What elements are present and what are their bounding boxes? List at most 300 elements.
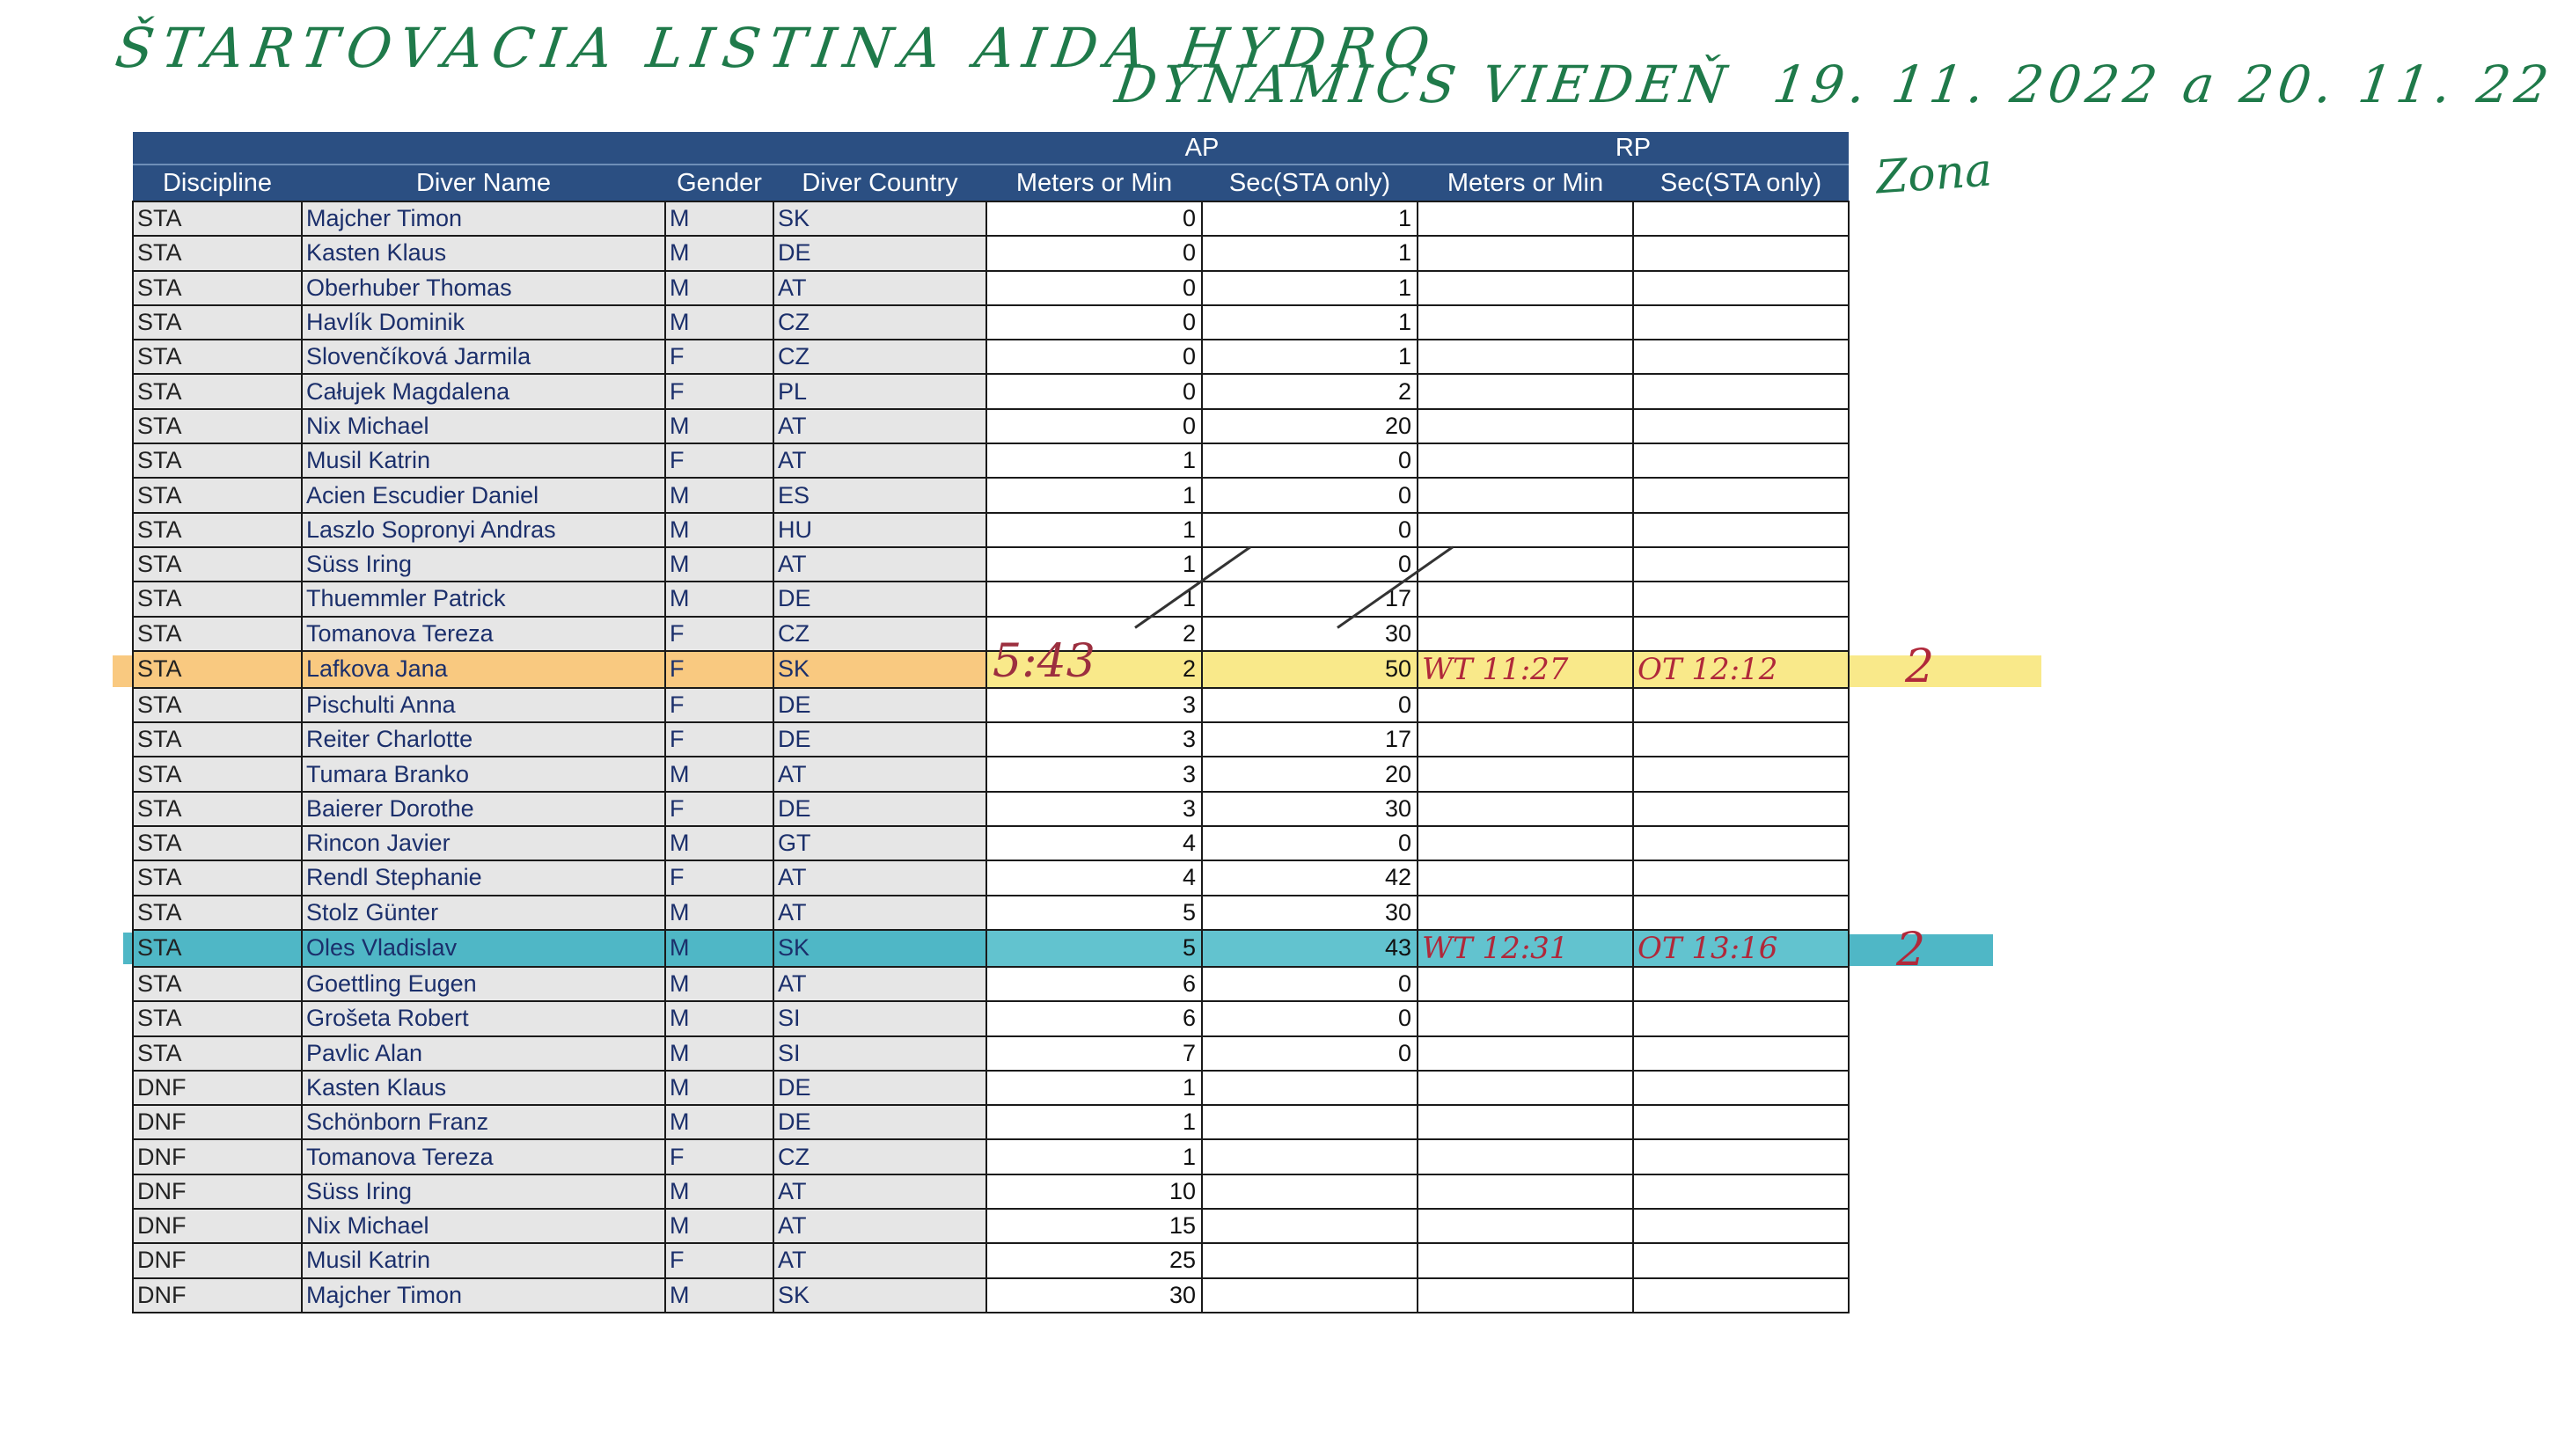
cell-gender: M xyxy=(665,513,773,547)
cell-diver-name: Süss Iring xyxy=(302,547,665,582)
cell-rp-sec xyxy=(1633,236,1849,270)
table-row xyxy=(133,513,1849,547)
cell-ap-sec: 1 xyxy=(1202,236,1418,270)
handwritten-time-note: 5:43 xyxy=(993,635,1095,688)
table-row xyxy=(133,478,1849,512)
cell-country: ES xyxy=(773,478,986,512)
cell-rp-sec xyxy=(1633,271,1849,305)
table-row xyxy=(133,582,1849,616)
cell-gender: M xyxy=(665,201,773,236)
cell-ap-meters: 1 xyxy=(986,547,1202,582)
cell-rp-meters xyxy=(1418,792,1633,826)
cell-ap-sec: 43 xyxy=(1202,930,1418,967)
cell-ap-meters: 5 xyxy=(986,896,1202,930)
cell-ap-meters: 3 xyxy=(986,722,1202,757)
cell-ap-meters: 1 xyxy=(986,443,1202,478)
cell-country: SK xyxy=(773,201,986,236)
cell-gender: M xyxy=(665,1071,773,1105)
cell-country: DE xyxy=(773,582,986,616)
cell-rp-meters xyxy=(1418,340,1633,374)
cell-country: AT xyxy=(773,443,986,478)
cell-ap-sec xyxy=(1202,1071,1418,1105)
cell-ap-sec: 0 xyxy=(1202,1036,1418,1071)
cell-gender: F xyxy=(665,860,773,895)
table-row xyxy=(133,1278,1849,1313)
column-header-row xyxy=(133,165,1849,201)
table-row xyxy=(133,1139,1849,1174)
cell-ap-sec xyxy=(1202,1174,1418,1209)
cell-discipline: STA xyxy=(133,757,302,791)
cell-ap-meters: 1 xyxy=(986,1139,1202,1174)
cell-country: DE xyxy=(773,722,986,757)
cell-ap-meters: 15 xyxy=(986,1209,1202,1243)
cell-ap-sec: 0 xyxy=(1202,443,1418,478)
cell-country: SK xyxy=(773,651,986,688)
cell-rp-sec xyxy=(1633,792,1849,826)
cell-discipline: STA xyxy=(133,582,302,616)
cell-ap-sec: 0 xyxy=(1202,826,1418,860)
table-row xyxy=(133,1209,1849,1243)
cell-gender: F xyxy=(665,1243,773,1277)
cell-discipline: STA xyxy=(133,1036,302,1071)
cell-rp-sec xyxy=(1633,722,1849,757)
cell-ap-meters: 3 xyxy=(986,688,1202,722)
cell-diver-name: Pavlic Alan xyxy=(302,1036,665,1071)
cell-discipline: DNF xyxy=(133,1278,302,1313)
table-row xyxy=(133,826,1849,860)
cell-rp-sec xyxy=(1633,201,1849,236)
cell-diver-name: Tomanova Tereza xyxy=(302,617,665,651)
cell-rp-meters xyxy=(1418,617,1633,651)
orange-highlight-left xyxy=(113,655,134,687)
cell-gender: M xyxy=(665,1278,773,1313)
cell-rp-sec xyxy=(1633,1071,1849,1105)
cell-gender: F xyxy=(665,443,773,478)
cell-ap-sec: 1 xyxy=(1202,340,1418,374)
cell-rp-sec xyxy=(1633,547,1849,582)
cell-rp-meters xyxy=(1418,722,1633,757)
cell-ap-sec: 17 xyxy=(1202,582,1418,616)
cell-rp-sec xyxy=(1633,617,1849,651)
cell-rp-meters xyxy=(1418,513,1633,547)
cell-discipline: DNF xyxy=(133,1071,302,1105)
cell-rp-sec xyxy=(1633,305,1849,340)
cell-discipline: STA xyxy=(133,340,302,374)
cell-rp-sec xyxy=(1633,340,1849,374)
cell-country: AT xyxy=(773,271,986,305)
cell-rp-meters xyxy=(1418,582,1633,616)
cell-discipline: DNF xyxy=(133,1209,302,1243)
table-row xyxy=(133,374,1849,408)
start-list-table xyxy=(132,132,1850,1313)
cell-diver-name: Stolz Günter xyxy=(302,896,665,930)
cell-ap-sec: 0 xyxy=(1202,513,1418,547)
cell-rp-meters xyxy=(1418,236,1633,270)
cell-discipline: STA xyxy=(133,860,302,895)
col-header-ap-sec: Sec(STA only) xyxy=(1202,165,1418,201)
cell-gender: M xyxy=(665,967,773,1001)
cell-diver-name: Oberhuber Thomas xyxy=(302,271,665,305)
cell-rp-meters xyxy=(1418,271,1633,305)
cell-ap-meters: 1 xyxy=(986,513,1202,547)
cell-diver-name: Rendl Stephanie xyxy=(302,860,665,895)
handwritten-title-line1: ŠTARTOVACIA LISTINA AIDA HYDRO xyxy=(111,16,1443,80)
handwritten-rp-time: OT 13:16 xyxy=(1638,930,1778,966)
table-row xyxy=(133,201,1849,236)
cell-diver-name: Nix Michael xyxy=(302,409,665,443)
col-header-rp-meters: Meters or Min xyxy=(1418,165,1633,201)
cell-diver-name: Tomanova Tereza xyxy=(302,1139,665,1174)
cell-rp-meters xyxy=(1418,651,1633,688)
cell-gender: F xyxy=(665,651,773,688)
cell-ap-meters: 6 xyxy=(986,967,1202,1001)
cell-country: DE xyxy=(773,792,986,826)
cell-discipline: STA xyxy=(133,967,302,1001)
cell-rp-sec xyxy=(1633,1105,1849,1139)
table-row xyxy=(133,305,1849,340)
cell-diver-name: Majcher Timon xyxy=(302,201,665,236)
cell-rp-sec xyxy=(1633,1209,1849,1243)
cell-gender: M xyxy=(665,1001,773,1035)
table-row xyxy=(133,340,1849,374)
cell-country: PL xyxy=(773,374,986,408)
cell-rp-sec xyxy=(1633,478,1849,512)
cell-diver-name: Goettling Eugen xyxy=(302,967,665,1001)
cell-discipline: DNF xyxy=(133,1105,302,1139)
table-row xyxy=(133,757,1849,791)
cell-rp-sec xyxy=(1633,1036,1849,1071)
cell-country: CZ xyxy=(773,340,986,374)
group-header-row xyxy=(133,132,1849,165)
cell-diver-name: Całujek Magdalena xyxy=(302,374,665,408)
cell-diver-name: Musil Katrin xyxy=(302,1243,665,1277)
cell-country: AT xyxy=(773,860,986,895)
cell-gender: M xyxy=(665,409,773,443)
handwritten-mark: 2 xyxy=(1905,640,1935,693)
cell-rp-meters xyxy=(1418,374,1633,408)
cell-rp-sec xyxy=(1633,826,1849,860)
cell-discipline: STA xyxy=(133,513,302,547)
cell-gender: M xyxy=(665,1174,773,1209)
cell-discipline: STA xyxy=(133,305,302,340)
cell-rp-meters xyxy=(1418,967,1633,1001)
cell-rp-sec xyxy=(1633,688,1849,722)
cell-diver-name: Schönborn Franz xyxy=(302,1105,665,1139)
table-row xyxy=(133,271,1849,305)
cell-diver-name: Majcher Timon xyxy=(302,1278,665,1313)
handwritten-rp-time: WT 11:27 xyxy=(1422,651,1569,687)
cell-ap-sec: 1 xyxy=(1202,201,1418,236)
cell-discipline: STA xyxy=(133,478,302,512)
cell-discipline: DNF xyxy=(133,1139,302,1174)
cell-ap-meters: 0 xyxy=(986,271,1202,305)
table-row xyxy=(133,1174,1849,1209)
cell-rp-meters xyxy=(1418,1105,1633,1139)
cell-rp-meters xyxy=(1418,688,1633,722)
cell-ap-meters: 0 xyxy=(986,340,1202,374)
cell-rp-meters xyxy=(1418,896,1633,930)
col-header-diver-name: Diver Name xyxy=(302,165,665,201)
cell-ap-meters: 6 xyxy=(986,1001,1202,1035)
handwritten-side-label: Zona xyxy=(1874,143,1994,205)
cell-diver-name: Pischulti Anna xyxy=(302,688,665,722)
cell-ap-meters: 3 xyxy=(986,757,1202,791)
cell-country: AT xyxy=(773,967,986,1001)
cell-rp-sec xyxy=(1633,896,1849,930)
table-row xyxy=(133,722,1849,757)
cell-rp-sec xyxy=(1633,409,1849,443)
cell-discipline: STA xyxy=(133,236,302,270)
cell-diver-name: Kasten Klaus xyxy=(302,236,665,270)
col-header-ap-meters: Meters or Min xyxy=(986,165,1202,201)
cell-gender: M xyxy=(665,582,773,616)
table-body xyxy=(133,201,1849,1313)
cell-gender: F xyxy=(665,340,773,374)
cell-rp-meters xyxy=(1418,305,1633,340)
cell-discipline: STA xyxy=(133,271,302,305)
cell-gender: F xyxy=(665,722,773,757)
cell-gender: M xyxy=(665,1036,773,1071)
handwritten-rp-time: WT 12:31 xyxy=(1422,930,1569,966)
cell-gender: F xyxy=(665,688,773,722)
table-row xyxy=(133,651,1849,688)
cell-ap-meters: 30 xyxy=(986,1278,1202,1313)
cell-rp-meters xyxy=(1418,930,1633,967)
cell-rp-meters xyxy=(1418,1139,1633,1174)
cell-diver-name: Rincon Javier xyxy=(302,826,665,860)
cell-ap-sec: 0 xyxy=(1202,547,1418,582)
cell-diver-name: Baierer Dorothe xyxy=(302,792,665,826)
table-row xyxy=(133,547,1849,582)
cell-country: GT xyxy=(773,826,986,860)
cell-discipline: STA xyxy=(133,688,302,722)
cell-discipline: STA xyxy=(133,826,302,860)
group-header-rp: RP xyxy=(1418,132,1849,165)
cell-rp-sec xyxy=(1633,443,1849,478)
cell-gender: F xyxy=(665,792,773,826)
table-row xyxy=(133,896,1849,930)
cell-ap-meters: 0 xyxy=(986,201,1202,236)
cell-ap-meters: 0 xyxy=(986,409,1202,443)
table-row xyxy=(133,792,1849,826)
cell-ap-sec xyxy=(1202,1139,1418,1174)
cell-diver-name: Tumara Branko xyxy=(302,757,665,791)
cell-ap-sec: 2 xyxy=(1202,374,1418,408)
cell-diver-name: Kasten Klaus xyxy=(302,1071,665,1105)
cell-ap-sec: 42 xyxy=(1202,860,1418,895)
cell-country: SK xyxy=(773,1278,986,1313)
cell-discipline: STA xyxy=(133,617,302,651)
cell-country: CZ xyxy=(773,305,986,340)
cell-ap-meters: 1 xyxy=(986,478,1202,512)
cell-ap-meters: 2 xyxy=(986,651,1202,688)
cell-rp-sec xyxy=(1633,1139,1849,1174)
cell-rp-sec xyxy=(1633,1174,1849,1209)
cell-country: AT xyxy=(773,757,986,791)
cell-rp-meters xyxy=(1418,478,1633,512)
cell-ap-meters: 0 xyxy=(986,305,1202,340)
cell-ap-sec: 20 xyxy=(1202,757,1418,791)
cell-ap-meters: 10 xyxy=(986,1174,1202,1209)
cell-ap-sec xyxy=(1202,1209,1418,1243)
cell-ap-meters: 7 xyxy=(986,1036,1202,1071)
cell-ap-sec: 20 xyxy=(1202,409,1418,443)
cell-country: CZ xyxy=(773,617,986,651)
cell-country: DE xyxy=(773,236,986,270)
cell-gender: M xyxy=(665,930,773,967)
handwritten-title-line2: DYNAMICS VIEDEŇ 19. 11. 2022 a 20. 11. 22 xyxy=(1111,55,2557,114)
cell-ap-sec xyxy=(1202,1105,1418,1139)
cell-country: SK xyxy=(773,930,986,967)
cell-ap-sec: 0 xyxy=(1202,478,1418,512)
table-row xyxy=(133,617,1849,651)
table-row xyxy=(133,930,1849,967)
cell-country: HU xyxy=(773,513,986,547)
cell-ap-meters: 0 xyxy=(986,374,1202,408)
cell-country: AT xyxy=(773,547,986,582)
cell-ap-meters: 2 xyxy=(986,617,1202,651)
cell-rp-sec xyxy=(1633,930,1849,967)
cell-ap-meters: 3 xyxy=(986,792,1202,826)
cell-ap-meters: 1 xyxy=(986,1071,1202,1105)
cell-country: SI xyxy=(773,1036,986,1071)
cell-rp-meters xyxy=(1418,409,1633,443)
cell-rp-meters xyxy=(1418,547,1633,582)
col-header-diver-country: Diver Country xyxy=(773,165,986,201)
cell-ap-sec: 1 xyxy=(1202,305,1418,340)
cell-diver-name: Grošeta Robert xyxy=(302,1001,665,1035)
cell-ap-sec: 50 xyxy=(1202,651,1418,688)
cell-rp-sec xyxy=(1633,651,1849,688)
cell-diver-name: Havlík Dominik xyxy=(302,305,665,340)
cell-diver-name: Oles Vladislav xyxy=(302,930,665,967)
cell-diver-name: Thuemmler Patrick xyxy=(302,582,665,616)
cell-ap-meters: 1 xyxy=(986,1105,1202,1139)
cell-gender: M xyxy=(665,1105,773,1139)
cell-country: AT xyxy=(773,409,986,443)
table-row xyxy=(133,1071,1849,1105)
start-list-table-wrapper xyxy=(132,132,1848,1313)
cell-ap-sec: 30 xyxy=(1202,792,1418,826)
cell-discipline: DNF xyxy=(133,1243,302,1277)
cell-discipline: STA xyxy=(133,930,302,967)
cell-ap-sec xyxy=(1202,1243,1418,1277)
table-row xyxy=(133,688,1849,722)
cell-ap-sec: 1 xyxy=(1202,271,1418,305)
cell-discipline: STA xyxy=(133,409,302,443)
cell-country: DE xyxy=(773,1071,986,1105)
cell-ap-sec xyxy=(1202,1278,1418,1313)
col-header-rp-sec: Sec(STA only) xyxy=(1633,165,1849,201)
cell-rp-meters xyxy=(1418,1243,1633,1277)
cell-country: AT xyxy=(773,1243,986,1277)
cell-ap-sec: 0 xyxy=(1202,967,1418,1001)
cell-rp-sec xyxy=(1633,582,1849,616)
cell-ap-sec: 0 xyxy=(1202,688,1418,722)
cell-discipline: STA xyxy=(133,792,302,826)
cell-discipline: DNF xyxy=(133,1174,302,1209)
table-row xyxy=(133,860,1849,895)
cell-discipline: STA xyxy=(133,547,302,582)
cell-rp-meters xyxy=(1418,201,1633,236)
cell-diver-name: Musil Katrin xyxy=(302,443,665,478)
cell-ap-meters: 25 xyxy=(986,1243,1202,1277)
group-header-blank xyxy=(133,132,986,165)
group-header-ap: AP xyxy=(986,132,1418,165)
cell-rp-sec xyxy=(1633,1243,1849,1277)
cell-ap-meters: 4 xyxy=(986,860,1202,895)
cell-discipline: STA xyxy=(133,1001,302,1035)
cell-ap-sec: 0 xyxy=(1202,1001,1418,1035)
cell-rp-meters xyxy=(1418,826,1633,860)
cell-diver-name: Reiter Charlotte xyxy=(302,722,665,757)
cell-rp-sec xyxy=(1633,1001,1849,1035)
handwritten-rp-time: OT 12:12 xyxy=(1638,651,1778,687)
cell-ap-meters: 1 xyxy=(986,582,1202,616)
yellow-highlight-right xyxy=(1848,655,2041,687)
cell-diver-name: Slovenčíková Jarmila xyxy=(302,340,665,374)
table-row xyxy=(133,443,1849,478)
cell-country: DE xyxy=(773,1105,986,1139)
cell-gender: M xyxy=(665,478,773,512)
cell-diver-name: Lafkova Jana xyxy=(302,651,665,688)
table-row xyxy=(133,1036,1849,1071)
cell-diver-name: Nix Michael xyxy=(302,1209,665,1243)
cell-ap-meters: 0 xyxy=(986,236,1202,270)
cell-country: DE xyxy=(773,688,986,722)
cell-discipline: STA xyxy=(133,374,302,408)
cell-rp-meters xyxy=(1418,1036,1633,1071)
cell-gender: M xyxy=(665,236,773,270)
cell-rp-sec xyxy=(1633,1278,1849,1313)
cell-country: AT xyxy=(773,896,986,930)
cell-gender: F xyxy=(665,617,773,651)
table-row xyxy=(133,967,1849,1001)
cell-rp-meters xyxy=(1418,860,1633,895)
cell-gender: F xyxy=(665,374,773,408)
table-row xyxy=(133,1243,1849,1277)
cell-rp-meters xyxy=(1418,1001,1633,1035)
cell-country: AT xyxy=(773,1209,986,1243)
cell-rp-sec xyxy=(1633,967,1849,1001)
cell-discipline: STA xyxy=(133,443,302,478)
cell-gender: M xyxy=(665,305,773,340)
cell-ap-meters: 4 xyxy=(986,826,1202,860)
cell-country: SI xyxy=(773,1001,986,1035)
cell-gender: M xyxy=(665,896,773,930)
cell-discipline: STA xyxy=(133,896,302,930)
handwritten-mark: 2 xyxy=(1896,924,1926,977)
cell-rp-sec xyxy=(1633,860,1849,895)
cell-gender: F xyxy=(665,1139,773,1174)
cell-ap-sec: 30 xyxy=(1202,617,1418,651)
col-header-gender: Gender xyxy=(665,165,773,201)
cell-rp-meters xyxy=(1418,1209,1633,1243)
cell-rp-meters xyxy=(1418,1174,1633,1209)
cell-rp-meters xyxy=(1418,1278,1633,1313)
cell-gender: M xyxy=(665,547,773,582)
cell-rp-meters xyxy=(1418,443,1633,478)
cell-gender: M xyxy=(665,757,773,791)
table-row xyxy=(133,409,1849,443)
cell-diver-name: Acien Escudier Daniel xyxy=(302,478,665,512)
cell-rp-sec xyxy=(1633,757,1849,791)
cell-ap-sec: 30 xyxy=(1202,896,1418,930)
table-row xyxy=(133,1001,1849,1035)
cell-gender: M xyxy=(665,826,773,860)
cell-rp-sec xyxy=(1633,513,1849,547)
cell-diver-name: Süss Iring xyxy=(302,1174,665,1209)
